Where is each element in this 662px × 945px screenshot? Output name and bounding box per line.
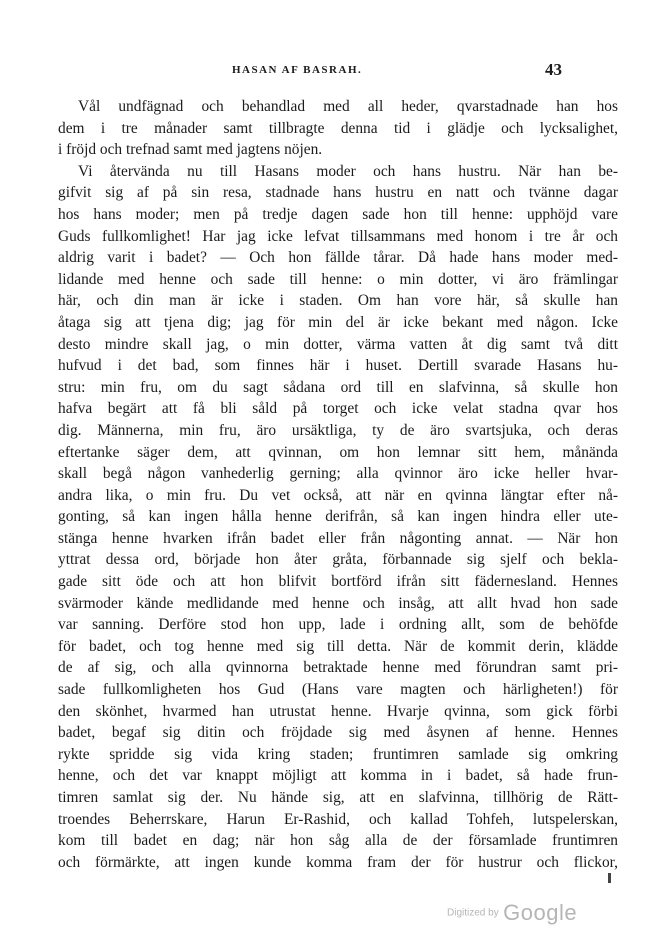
text-line: henne, och det var knappt möjligt att komma in i badet, så hade frun- (58, 767, 618, 785)
text-line: de af sig, och alla qvinnorna betraktade henne med förundran samt pri- (58, 659, 618, 677)
text-line: Vi återvända nu till Hasans moder och hans hustru. När han be- (78, 162, 618, 180)
watermark-prefix: Digitized by (447, 907, 499, 919)
text-line: för badet, och tog henne med sig till detta. När de kommit derin, klädde (58, 637, 618, 655)
google-logo: Google (503, 900, 578, 925)
text-line: stru: min fru, om du sagt sådana ord till en slafvinna, så skulle hon (58, 378, 618, 396)
text-line: svärmoder kände medlidande med henne och insåg, att allt hvad hon sade (58, 594, 618, 612)
text-line: eftertanke säger dem, att qvinnan, om hon lemnar sitt hem, månända (58, 443, 618, 461)
text-line: rykte spridde sig vida kring staden; fruntimren samlade sig omkring (58, 745, 618, 763)
text-line: Guds fullkomlighet! Har jag icke lefvat tillsammans med honom i tre år och (58, 227, 618, 245)
text-line: badet, begaf sig ditin och fröjdade sig med åsynen af henne. Hennes (58, 724, 618, 742)
text-line: stänga henne hvarken ifrån badet eller från någonting annat. — När hon (58, 529, 618, 547)
running-head: HASAN AF BASRAH. (232, 64, 363, 76)
text-line: skall begå någon vanhederlig gerning; alla qvinnor äro icke heller hvar- (58, 465, 618, 483)
text-line: dig. Männerna, min fru, äro ursäktliga, ty de äro svartsjuka, och deras (58, 421, 618, 439)
margin-mark (608, 873, 611, 883)
body-text (58, 96, 618, 873)
text-line: desto mindre skall jag, o min dotter, värma vatten åt dig samt två ditt (58, 335, 618, 353)
text-line: var sanning. Derföre stod hon upp, lade i ordning allt, som de behöfde (58, 616, 618, 634)
text-line: andra lika, o min fru. Du vet också, att när en qvinna längtar efter nå- (58, 486, 618, 504)
text-line: hafva begärt att få bli såld på torget och icke velat stadna qvar hos (58, 400, 618, 418)
text-line: gonting, så kan ingen hålla henne derifrån, så kan ingen hindra eller ute- (58, 508, 618, 526)
text-line: yttrat dessa ord, började hon åter gråta, förbannade sig sjelf och bekla- (58, 551, 618, 569)
text-line: troendes Beherrskare, Harun Er-Rashid, och kallad Tohfeh, lutspelerskan, (58, 810, 618, 828)
text-line: och förmärkte, att ingen kunde komma fram der för hustrur och flickor, (58, 853, 618, 871)
text-line: aldrig varit i badet? — Och hon fällde tårar. Då hade hans moder med- (58, 249, 618, 267)
text-line: dem i tre månader samt tillbragte denna tid i glädje och lycksalighet, (58, 119, 618, 137)
text-line: timren samlat sig der. Nu hände sig, att en slafvinna, tillhörig de Rätt- (58, 789, 618, 806)
text-line: hufvud i det bad, som finnes här i huset. Dertill svarade Hasans hu- (58, 357, 618, 375)
text-line: Vål undfägnad och behandlad med all heder, qvarstadnade han hos (78, 98, 618, 115)
page-header (0, 60, 662, 84)
text-line: den skönhet, hvarmed han utrustat henne. Hvarje qvinna, som gick förbi (58, 702, 618, 720)
text-line: i fröjd och trefnad samt med jagtens nöjen. (58, 141, 323, 159)
text-line: åtaga sig att tjena dig; jag för min del är icke bekant med någon. Icke (58, 313, 618, 331)
text-line: lidande med henne och sade till henne: o min dotter, vi äro främlingar (58, 270, 618, 288)
text-line: här, och din man är icke i staden. Om han vore här, så skulle han (58, 292, 618, 310)
digitization-watermark (447, 900, 577, 926)
text-line: sade fullkomligheten hos Gud (Hans vare magten och härligheten!) för (58, 681, 618, 699)
text-line: gade sitt öde och att hon blifvit bortförd ifrån sitt fädernesland. Hennes (58, 573, 618, 591)
page-number: 43 (545, 60, 562, 79)
text-line: hos hans moder; men på tredje dagen sade hon till henne: upphöjd vare (58, 205, 618, 223)
text-line: gifvit sig af på sin resa, stadnade hans hustru en natt och tvänne dagar (58, 184, 618, 202)
text-line: kom till badet en dag; när hon såg alla de der församlade fruntimren (58, 832, 618, 850)
